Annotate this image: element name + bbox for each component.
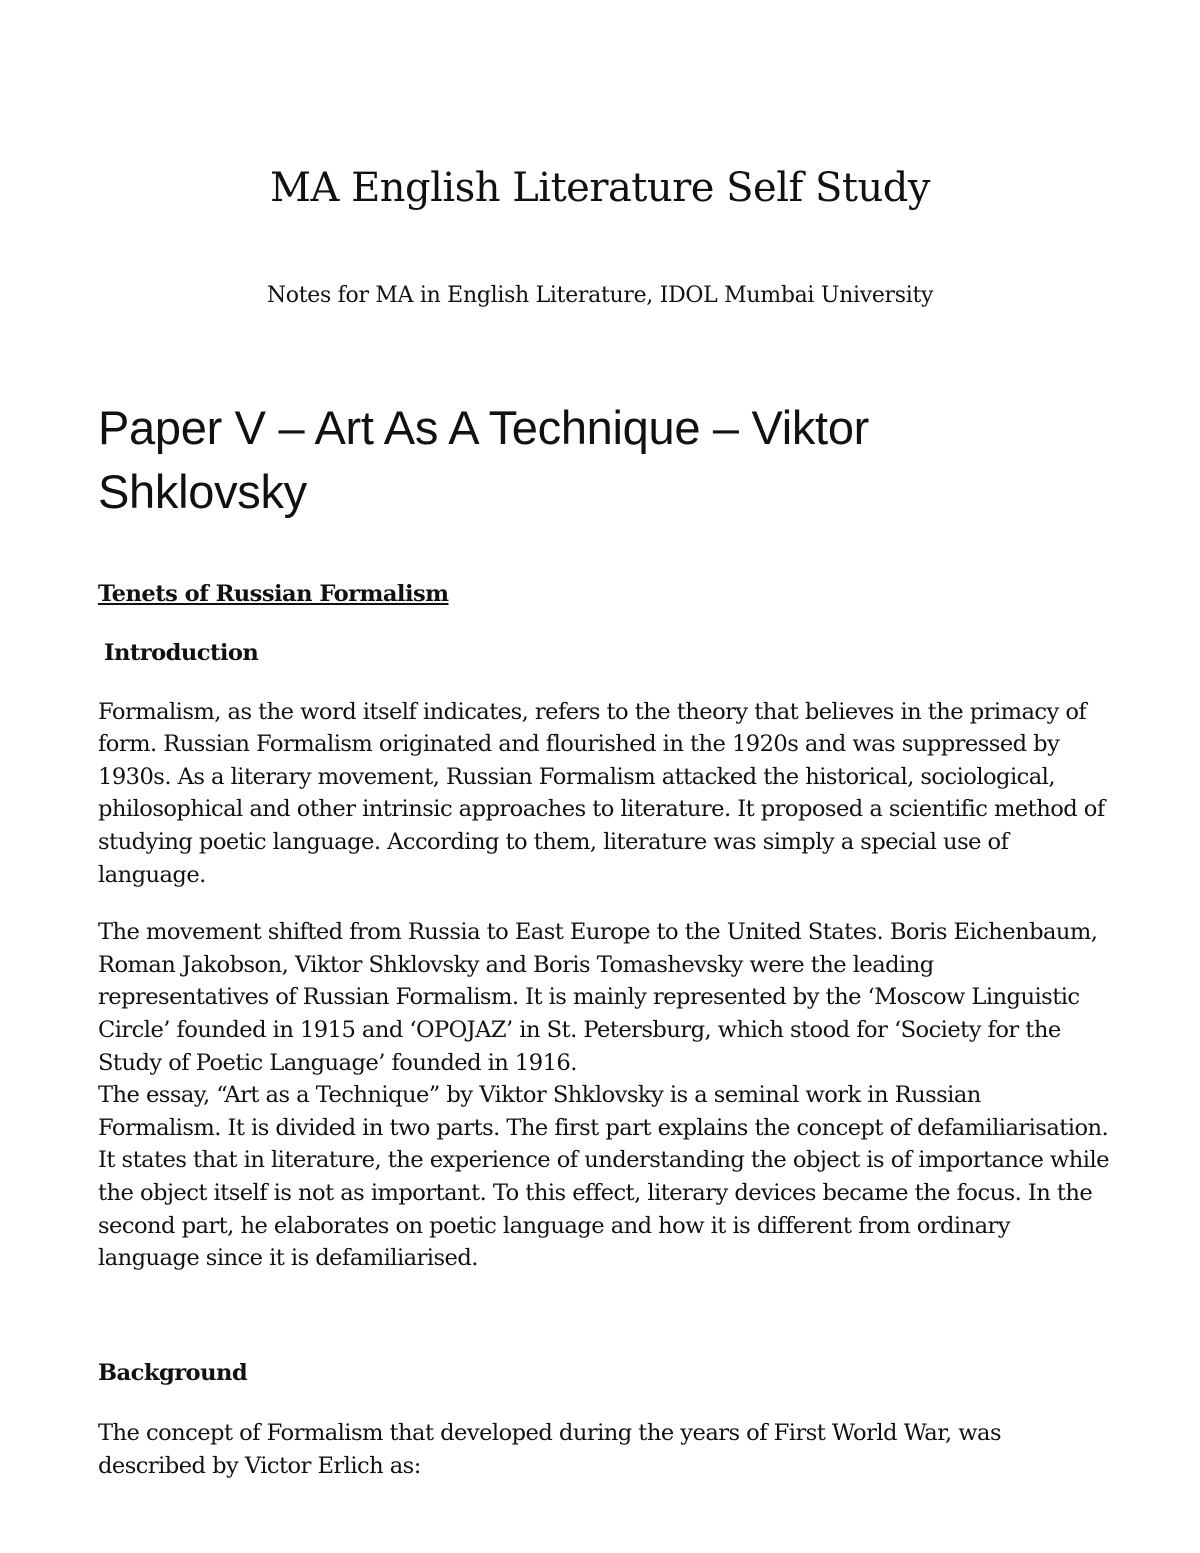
intro-paragraph: Formalism, as the word itself indicates, refers to the theory that believes in the primacy of form. Russian Formalism originated and flourished in the 1920s and was suppressed by 1930s. As a literary movement, Russian Formalism attacked the historical, sociological, philosophical and other intrinsic approaches to literature. It proposed a scientific method of studying poetic language. According to them, literature was simply a special use of language. [98,698,1105,888]
intro-paragraph: The movement shifted from Russia to East Europe to the United States. Boris Eichenbaum, Roman Jakobson, Viktor Shklovsky and Boris Tomashevsky were the leading representatives of Russian Formalism. It is mainly represented by the ‘Moscow Linguistic Circle’ founded in 1915 and ‘OPOJAZ’ in St. Petersburg, which stood for ‘Society for the Study of Poetic Language’ founded in 1916. [98,919,1098,1076]
site-subtitle: Notes for MA in English Literature, IDOL Mumbai University [266,283,934,308]
background-heading: Background [98,1359,248,1386]
introduction-heading: Introduction [104,640,259,666]
intro-paragraph: The essay, “Art as a Technique” by Viktor Shklovsky is a seminal work in Russian Formalism. It is divided in two parts. The first part explains the concept of defamiliarisation. It states that in literature, the experience of understanding the object is of importance while the object itself is not as important. To this effect, literary devices became the focus. In the second part, he elaborates on poetic language and how it is different from ordinary language since it is defamiliarised. [98,1082,1109,1272]
post-title: Paper V – Art As A Technique – Viktor Shklovsky [98,401,870,518]
article-body [98,578,1110,1482]
site-title: MA English Literature Self Study [270,165,930,211]
background-paragraph: The concept of Formalism that developed during the years of First World War, was described by Victor Erlich as: [98,1420,1001,1479]
section-heading: Tenets of Russian Formalism [98,581,449,607]
